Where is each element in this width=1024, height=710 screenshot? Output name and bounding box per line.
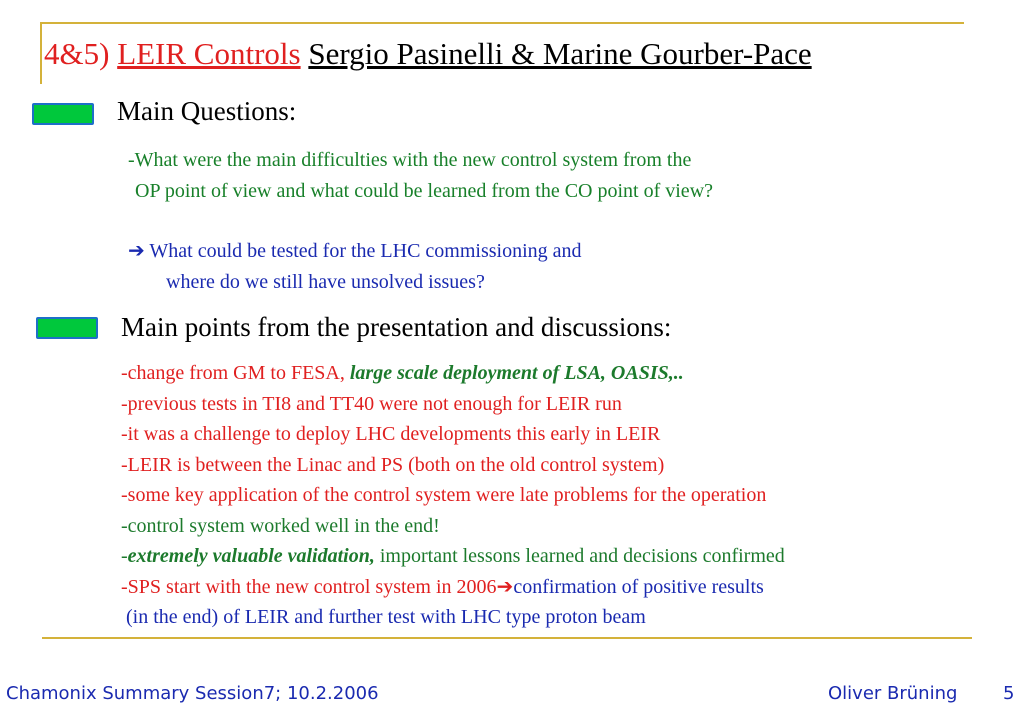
left-rule	[40, 22, 42, 84]
question-2-line-1	[128, 238, 582, 264]
title-authors: Sergio Pasinelli & Marine Gourber-Pace	[308, 36, 812, 71]
top-rule	[40, 22, 964, 24]
point-8	[121, 572, 785, 603]
points-list	[121, 358, 785, 633]
slide-title	[44, 34, 812, 74]
point-6: -control system worked well in the end!	[121, 514, 440, 537]
footer-page-number: 5	[1003, 683, 1015, 704]
footer-session: Chamonix Summary Session7; 10.2.2006	[6, 683, 379, 704]
point-1-text: -change from GM to FESA,	[121, 362, 345, 384]
point-7	[121, 541, 785, 572]
question-2-text-1: What could be tested for the LHC commissioning and	[149, 240, 582, 262]
footer-author: Oliver Brüning	[828, 683, 958, 704]
point-4: -LEIR is between the Linac and PS (both on the old control system)	[121, 453, 665, 476]
section-marker-points	[36, 317, 98, 339]
point-7-dash: -	[121, 545, 128, 567]
point-1	[121, 358, 785, 389]
questions-heading: Main Questions:	[117, 96, 297, 126]
point-7-text: important lessons learned and decisions confirmed	[379, 545, 785, 567]
point-5: -some key application of the control system were late problems for the operation	[121, 484, 767, 506]
section-marker-questions	[32, 103, 94, 125]
point-1-emphasis: large scale deployment of LSA, OASIS,..	[349, 362, 684, 384]
point-9: (in the end) of LEIR and further test with LHC type proton beam	[126, 606, 646, 628]
point-2: -previous tests in TI8 and TT40 were not enough for LEIR run	[121, 392, 622, 415]
point-3: -it was a challenge to deploy LHC developments this early in LEIR	[121, 423, 661, 445]
points-heading: Main points from the presentation and discussions:	[121, 312, 672, 342]
arrow-icon: ➔	[128, 240, 145, 262]
point-8-conclusion: confirmation of positive results	[513, 575, 764, 598]
question-1-line-1: -What were the main difficulties with the new control system from the	[128, 149, 692, 171]
point-7-emphasis: extremely valuable validation,	[127, 545, 375, 567]
point-8-text: -SPS start with the new control system in 2006	[121, 575, 497, 598]
bottom-rule	[42, 637, 972, 639]
question-2-line-2: where do we still have unsolved issues?	[166, 271, 485, 293]
question-1-line-2: OP point of view and what could be learned from the CO point of view?	[135, 180, 714, 202]
title-number: 4&5)	[44, 36, 110, 71]
arrow-icon: ➔	[496, 575, 514, 598]
title-topic: LEIR Controls	[117, 36, 301, 71]
